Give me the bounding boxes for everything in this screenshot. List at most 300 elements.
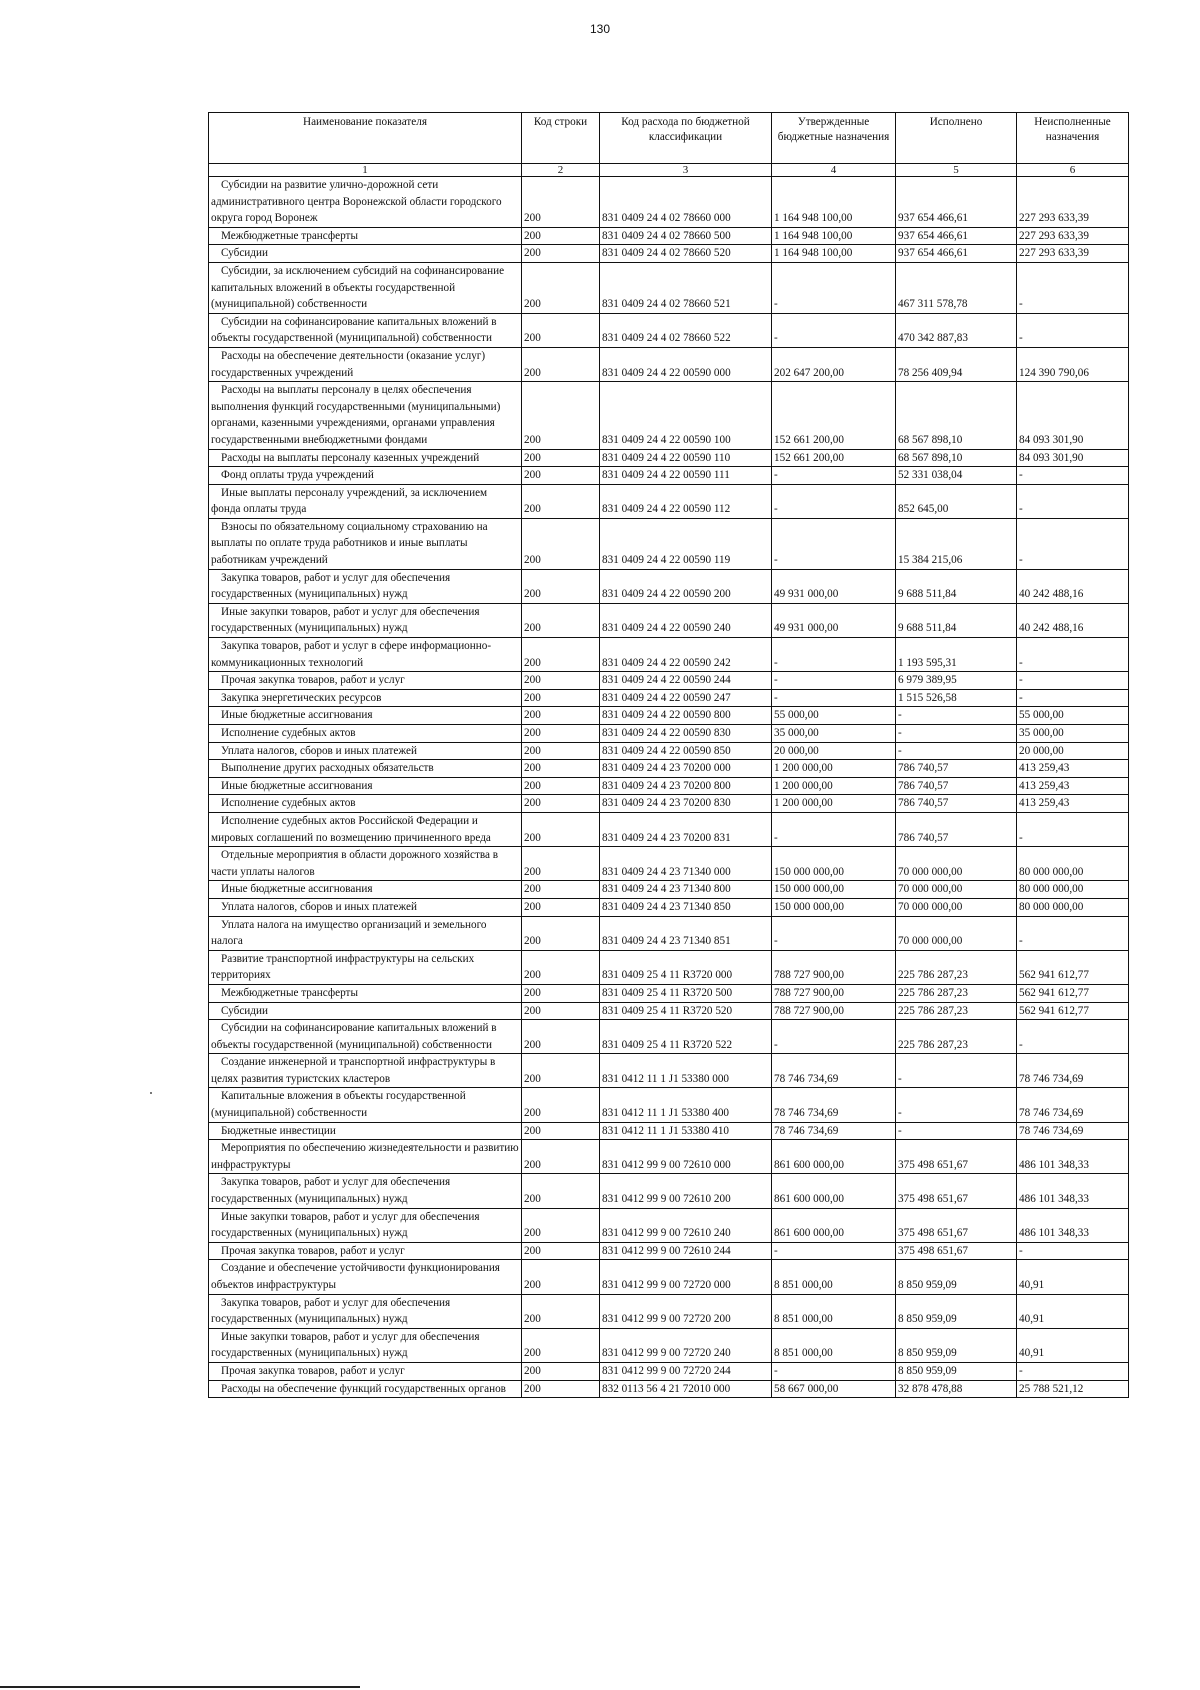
row-budget-code: 832 0113 56 4 21 72010 000 [600, 1380, 772, 1398]
row-unexecuted: - [1017, 262, 1129, 313]
row-unexecuted: 84 093 301,90 [1017, 449, 1129, 467]
table-row [209, 672, 1129, 690]
row-line-code: 200 [522, 672, 600, 690]
row-executed: 8 850 959,09 [896, 1362, 1017, 1380]
row-unexecuted: 40,91 [1017, 1294, 1129, 1328]
row-approved: 861 600 000,00 [772, 1208, 896, 1242]
row-line-code: 200 [522, 569, 600, 603]
row-name: Развитие транспортной инфраструктуры на сельских территориях [209, 950, 522, 984]
table-row [209, 484, 1129, 518]
row-approved: 152 661 200,00 [772, 449, 896, 467]
row-budget-code: 831 0409 24 4 23 70200 800 [600, 777, 772, 795]
table-row [209, 177, 1129, 228]
row-name: Иные бюджетные ассигнования [209, 777, 522, 795]
row-name: Субсидии на софинансирование капитальных вложений в объекты государственной (муниципальной) собственности [209, 313, 522, 347]
row-executed: 467 311 578,78 [896, 262, 1017, 313]
row-unexecuted: 78 746 734,69 [1017, 1088, 1129, 1122]
row-name: Взносы по обязательному социальному страхованию на выплаты по оплате труда работников и иные выплаты работникам учреждений [209, 518, 522, 569]
row-line-code: 200 [522, 467, 600, 485]
row-budget-code: 831 0409 24 4 23 70200 830 [600, 795, 772, 813]
column-number: 6 [1017, 164, 1129, 177]
row-approved: 35 000,00 [772, 725, 896, 743]
table-row [209, 518, 1129, 569]
row-unexecuted: - [1017, 467, 1129, 485]
table-row [209, 1020, 1129, 1054]
row-budget-code: 831 0409 24 4 22 00590 800 [600, 707, 772, 725]
row-name: Закупка энергетических ресурсов [209, 689, 522, 707]
row-unexecuted: 486 101 348,33 [1017, 1140, 1129, 1174]
table-row [209, 1002, 1129, 1020]
row-approved: 788 727 900,00 [772, 984, 896, 1002]
row-name: Фонд оплаты труда учреждений [209, 467, 522, 485]
row-unexecuted: 562 941 612,77 [1017, 984, 1129, 1002]
row-line-code: 200 [522, 1020, 600, 1054]
table-row [209, 742, 1129, 760]
row-executed: 375 498 651,67 [896, 1174, 1017, 1208]
row-approved: 861 600 000,00 [772, 1174, 896, 1208]
row-executed: 937 654 466,61 [896, 227, 1017, 245]
row-executed: 937 654 466,61 [896, 177, 1017, 228]
row-name: Иные бюджетные ассигнования [209, 707, 522, 725]
table-row [209, 603, 1129, 637]
table-row [209, 262, 1129, 313]
row-name: Иные закупки товаров, работ и услуг для обеспечения государственных (муниципальных) нужд [209, 1328, 522, 1362]
row-name: Субсидии на софинансирование капитальных вложений в объекты государственной (муниципальной) собственности [209, 1020, 522, 1054]
row-approved: - [772, 467, 896, 485]
row-budget-code: 831 0409 24 4 02 78660 522 [600, 313, 772, 347]
row-name: Прочая закупка товаров, работ и услуг [209, 1242, 522, 1260]
table-row [209, 707, 1129, 725]
row-name: Бюджетные инвестиции [209, 1122, 522, 1140]
table-row [209, 638, 1129, 672]
row-line-code: 200 [522, 689, 600, 707]
row-approved: 788 727 900,00 [772, 1002, 896, 1020]
row-budget-code: 831 0412 99 9 00 72610 240 [600, 1208, 772, 1242]
row-line-code: 200 [522, 1002, 600, 1020]
row-unexecuted: 84 093 301,90 [1017, 382, 1129, 449]
row-budget-code: 831 0409 24 4 22 00590 111 [600, 467, 772, 485]
row-approved: - [772, 672, 896, 690]
row-approved: 150 000 000,00 [772, 847, 896, 881]
row-approved: - [772, 262, 896, 313]
row-executed: 852 645,00 [896, 484, 1017, 518]
row-unexecuted: - [1017, 916, 1129, 950]
row-unexecuted: 35 000,00 [1017, 725, 1129, 743]
page-number: 130 [589, 22, 611, 36]
row-budget-code: 831 0412 11 1 J1 53380 400 [600, 1088, 772, 1122]
table-row [209, 1328, 1129, 1362]
row-unexecuted: - [1017, 484, 1129, 518]
row-budget-code: 831 0409 25 4 11 R3720 000 [600, 950, 772, 984]
row-approved: 1 200 000,00 [772, 795, 896, 813]
table-row [209, 313, 1129, 347]
row-line-code: 200 [522, 1208, 600, 1242]
row-approved: - [772, 518, 896, 569]
row-executed: - [896, 725, 1017, 743]
row-budget-code: 831 0409 24 4 23 71340 800 [600, 881, 772, 899]
row-name: Исполнение судебных актов [209, 795, 522, 813]
table-row [209, 795, 1129, 813]
row-name: Иные закупки товаров, работ и услуг для обеспечения государственных (муниципальных) нужд [209, 1208, 522, 1242]
row-line-code: 200 [522, 742, 600, 760]
row-budget-code: 831 0409 24 4 23 71340 850 [600, 898, 772, 916]
row-budget-code: 831 0412 99 9 00 72610 200 [600, 1174, 772, 1208]
row-approved: 150 000 000,00 [772, 898, 896, 916]
row-budget-code: 831 0409 24 4 22 00590 112 [600, 484, 772, 518]
row-line-code: 200 [522, 916, 600, 950]
row-name: Закупка товаров, работ и услуг в сфере информационно-коммуникационных технологий [209, 638, 522, 672]
row-executed: - [896, 707, 1017, 725]
row-approved: 202 647 200,00 [772, 347, 896, 381]
row-executed: - [896, 1054, 1017, 1088]
row-approved: 1 200 000,00 [772, 777, 896, 795]
row-budget-code: 831 0409 24 4 02 78660 520 [600, 245, 772, 263]
row-unexecuted: 562 941 612,77 [1017, 1002, 1129, 1020]
row-unexecuted: 80 000 000,00 [1017, 881, 1129, 899]
row-line-code: 200 [522, 227, 600, 245]
row-line-code: 200 [522, 603, 600, 637]
row-executed: 225 786 287,23 [896, 1002, 1017, 1020]
table-row [209, 1208, 1129, 1242]
row-budget-code: 831 0409 24 4 02 78660 500 [600, 227, 772, 245]
row-budget-code: 831 0409 24 4 02 78660 521 [600, 262, 772, 313]
row-approved: 49 931 000,00 [772, 603, 896, 637]
row-executed: 70 000 000,00 [896, 898, 1017, 916]
row-budget-code: 831 0409 24 4 22 00590 200 [600, 569, 772, 603]
row-line-code: 200 [522, 1260, 600, 1294]
header-name: Наименование показателя [209, 113, 522, 164]
row-budget-code: 831 0412 99 9 00 72720 240 [600, 1328, 772, 1362]
row-line-code: 200 [522, 177, 600, 228]
row-approved: 78 746 734,69 [772, 1054, 896, 1088]
row-approved: - [772, 916, 896, 950]
table-row [209, 847, 1129, 881]
column-number: 4 [772, 164, 896, 177]
header-budget-code: Код расхода по бюджетной классификации [600, 113, 772, 164]
table-row [209, 1054, 1129, 1088]
row-unexecuted: 40,91 [1017, 1260, 1129, 1294]
row-line-code: 200 [522, 245, 600, 263]
row-line-code: 200 [522, 449, 600, 467]
row-name: Иные закупки товаров, работ и услуг для обеспечения государственных (муниципальных) нужд [209, 603, 522, 637]
row-budget-code: 831 0412 99 9 00 72720 244 [600, 1362, 772, 1380]
row-unexecuted: - [1017, 672, 1129, 690]
header-row [209, 113, 1129, 164]
row-line-code: 200 [522, 760, 600, 778]
row-unexecuted: 486 101 348,33 [1017, 1174, 1129, 1208]
row-line-code: 200 [522, 707, 600, 725]
row-budget-code: 831 0409 24 4 22 00590 000 [600, 347, 772, 381]
row-line-code: 200 [522, 313, 600, 347]
row-approved: 78 746 734,69 [772, 1088, 896, 1122]
scan-artifact [150, 1092, 152, 1094]
row-approved: - [772, 689, 896, 707]
row-line-code: 200 [522, 1362, 600, 1380]
table-row [209, 227, 1129, 245]
table-body [209, 177, 1129, 1398]
row-executed: 6 979 389,95 [896, 672, 1017, 690]
row-unexecuted: - [1017, 518, 1129, 569]
row-budget-code: 831 0409 24 4 22 00590 100 [600, 382, 772, 449]
row-name: Уплата налогов, сборов и иных платежей [209, 898, 522, 916]
table-row [209, 777, 1129, 795]
row-name: Расходы на выплаты персоналу казенных учреждений [209, 449, 522, 467]
row-approved: 55 000,00 [772, 707, 896, 725]
table-row [209, 347, 1129, 381]
row-unexecuted: - [1017, 313, 1129, 347]
row-executed: 1 193 595,31 [896, 638, 1017, 672]
column-number-row [209, 164, 1129, 177]
row-name: Прочая закупка товаров, работ и услуг [209, 1362, 522, 1380]
row-name: Межбюджетные трансферты [209, 984, 522, 1002]
row-unexecuted: 20 000,00 [1017, 742, 1129, 760]
row-line-code: 200 [522, 1174, 600, 1208]
row-budget-code: 831 0409 24 4 23 71340 000 [600, 847, 772, 881]
row-executed: - [896, 742, 1017, 760]
row-unexecuted: - [1017, 1242, 1129, 1260]
row-name: Субсидии, за исключением субсидий на софинансирование капитальных вложений в объекты государственной (муниципальной) собственности [209, 262, 522, 313]
table-row [209, 1260, 1129, 1294]
row-executed: 70 000 000,00 [896, 916, 1017, 950]
row-name: Субсидии [209, 1002, 522, 1020]
row-unexecuted: - [1017, 1362, 1129, 1380]
header-line-code: Код строки [522, 113, 600, 164]
row-budget-code: 831 0409 25 4 11 R3720 522 [600, 1020, 772, 1054]
row-line-code: 200 [522, 795, 600, 813]
row-unexecuted: - [1017, 1020, 1129, 1054]
row-unexecuted: - [1017, 638, 1129, 672]
table-row [209, 467, 1129, 485]
row-executed: 70 000 000,00 [896, 881, 1017, 899]
row-executed: 68 567 898,10 [896, 449, 1017, 467]
row-approved: 788 727 900,00 [772, 950, 896, 984]
row-executed: 786 740,57 [896, 795, 1017, 813]
table-row [209, 760, 1129, 778]
row-unexecuted: 227 293 633,39 [1017, 245, 1129, 263]
row-name: Расходы на обеспечение деятельности (оказание услуг) государственных учреждений [209, 347, 522, 381]
row-executed: - [896, 1122, 1017, 1140]
row-executed: 8 850 959,09 [896, 1260, 1017, 1294]
row-name: Субсидии [209, 245, 522, 263]
row-unexecuted: 413 259,43 [1017, 777, 1129, 795]
row-approved: 78 746 734,69 [772, 1122, 896, 1140]
row-approved: 8 851 000,00 [772, 1260, 896, 1294]
row-approved: 152 661 200,00 [772, 382, 896, 449]
row-approved: - [772, 484, 896, 518]
row-unexecuted: 562 941 612,77 [1017, 950, 1129, 984]
table-row [209, 1140, 1129, 1174]
row-executed: 78 256 409,94 [896, 347, 1017, 381]
row-budget-code: 831 0409 24 4 23 70200 000 [600, 760, 772, 778]
row-name: Отдельные мероприятия в области дорожного хозяйства в части уплаты налогов [209, 847, 522, 881]
row-line-code: 200 [522, 1054, 600, 1088]
row-budget-code: 831 0409 25 4 11 R3720 520 [600, 1002, 772, 1020]
row-executed: 8 850 959,09 [896, 1294, 1017, 1328]
row-executed: - [896, 1088, 1017, 1122]
row-line-code: 200 [522, 1140, 600, 1174]
row-executed: 375 498 651,67 [896, 1208, 1017, 1242]
row-budget-code: 831 0412 99 9 00 72720 200 [600, 1294, 772, 1328]
row-budget-code: 831 0412 99 9 00 72610 000 [600, 1140, 772, 1174]
header-approved: Утвержденные бюджетные назначения [772, 113, 896, 164]
row-name: Мероприятия по обеспечению жизнедеятельности и развитию инфраструктуры [209, 1140, 522, 1174]
row-budget-code: 831 0412 11 1 J1 53380 410 [600, 1122, 772, 1140]
row-name: Исполнение судебных актов Российской Федерации и мировых соглашений по возмещению причиненного вреда [209, 812, 522, 846]
row-unexecuted: 227 293 633,39 [1017, 177, 1129, 228]
table-row [209, 689, 1129, 707]
header-unexecuted: Неисполненные назначения [1017, 113, 1129, 164]
row-unexecuted: 80 000 000,00 [1017, 898, 1129, 916]
table-row [209, 725, 1129, 743]
row-unexecuted: 124 390 790,06 [1017, 347, 1129, 381]
row-line-code: 200 [522, 1242, 600, 1260]
budget-execution-table [208, 112, 1129, 1398]
row-line-code: 200 [522, 484, 600, 518]
row-executed: 225 786 287,23 [896, 984, 1017, 1002]
row-unexecuted: 80 000 000,00 [1017, 847, 1129, 881]
row-name: Закупка товаров, работ и услуг для обеспечения государственных (муниципальных) нужд [209, 569, 522, 603]
table-row [209, 1088, 1129, 1122]
row-budget-code: 831 0409 24 4 23 71340 851 [600, 916, 772, 950]
row-unexecuted: 40 242 488,16 [1017, 569, 1129, 603]
row-executed: 15 384 215,06 [896, 518, 1017, 569]
row-executed: 786 740,57 [896, 777, 1017, 795]
row-approved: - [772, 313, 896, 347]
row-budget-code: 831 0409 24 4 22 00590 240 [600, 603, 772, 637]
row-unexecuted: 40 242 488,16 [1017, 603, 1129, 637]
column-number: 3 [600, 164, 772, 177]
row-line-code: 200 [522, 1294, 600, 1328]
row-budget-code: 831 0412 99 9 00 72720 000 [600, 1260, 772, 1294]
row-line-code: 200 [522, 1380, 600, 1398]
row-name: Уплата налогов, сборов и иных платежей [209, 742, 522, 760]
row-name: Создание и обеспечение устойчивости функционирования объектов инфраструктуры [209, 1260, 522, 1294]
row-executed: 786 740,57 [896, 760, 1017, 778]
table-row [209, 1242, 1129, 1260]
row-name: Иные выплаты персоналу учреждений, за исключением фонда оплаты труда [209, 484, 522, 518]
row-budget-code: 831 0409 24 4 22 00590 244 [600, 672, 772, 690]
row-budget-code: 831 0412 99 9 00 72610 244 [600, 1242, 772, 1260]
row-approved: 1 200 000,00 [772, 760, 896, 778]
table-row [209, 881, 1129, 899]
row-unexecuted: 486 101 348,33 [1017, 1208, 1129, 1242]
row-name: Выполнение других расходных обязательств [209, 760, 522, 778]
row-executed: 70 000 000,00 [896, 847, 1017, 881]
row-executed: 9 688 511,84 [896, 569, 1017, 603]
table-row [209, 984, 1129, 1002]
row-unexecuted: - [1017, 689, 1129, 707]
row-approved: - [772, 638, 896, 672]
row-line-code: 200 [522, 1088, 600, 1122]
row-budget-code: 831 0409 24 4 22 00590 119 [600, 518, 772, 569]
row-name: Закупка товаров, работ и услуг для обеспечения государственных (муниципальных) нужд [209, 1294, 522, 1328]
row-budget-code: 831 0409 24 4 22 00590 850 [600, 742, 772, 760]
row-unexecuted: 55 000,00 [1017, 707, 1129, 725]
row-name: Создание инженерной и транспортной инфраструктуры в целях развития туристских кластеров [209, 1054, 522, 1088]
row-executed: 9 688 511,84 [896, 603, 1017, 637]
row-approved: - [772, 812, 896, 846]
row-unexecuted: 413 259,43 [1017, 795, 1129, 813]
row-approved: 150 000 000,00 [772, 881, 896, 899]
table-row [209, 449, 1129, 467]
row-name: Уплата налога на имущество организаций и земельного налога [209, 916, 522, 950]
row-budget-code: 831 0409 24 4 02 78660 000 [600, 177, 772, 228]
row-line-code: 200 [522, 950, 600, 984]
row-executed: 225 786 287,23 [896, 1020, 1017, 1054]
row-line-code: 200 [522, 347, 600, 381]
row-budget-code: 831 0409 24 4 22 00590 247 [600, 689, 772, 707]
row-line-code: 200 [522, 847, 600, 881]
row-name: Прочая закупка товаров, работ и услуг [209, 672, 522, 690]
row-name: Расходы на обеспечение функций государственных органов [209, 1380, 522, 1398]
row-approved: 8 851 000,00 [772, 1328, 896, 1362]
row-executed: 52 331 038,04 [896, 467, 1017, 485]
row-executed: 32 878 478,88 [896, 1380, 1017, 1398]
row-executed: 937 654 466,61 [896, 245, 1017, 263]
row-unexecuted: 227 293 633,39 [1017, 227, 1129, 245]
row-executed: 470 342 887,83 [896, 313, 1017, 347]
row-executed: 225 786 287,23 [896, 950, 1017, 984]
table-row [209, 1174, 1129, 1208]
row-name: Иные бюджетные ассигнования [209, 881, 522, 899]
row-budget-code: 831 0409 24 4 22 00590 110 [600, 449, 772, 467]
row-budget-code: 831 0409 25 4 11 R3720 500 [600, 984, 772, 1002]
row-unexecuted: 78 746 734,69 [1017, 1054, 1129, 1088]
row-unexecuted: 25 788 521,12 [1017, 1380, 1129, 1398]
row-approved: 49 931 000,00 [772, 569, 896, 603]
row-approved: 1 164 948 100,00 [772, 177, 896, 228]
row-approved: 8 851 000,00 [772, 1294, 896, 1328]
table-row [209, 382, 1129, 449]
table-row [209, 1362, 1129, 1380]
column-number: 2 [522, 164, 600, 177]
column-number: 5 [896, 164, 1017, 177]
row-approved: - [772, 1362, 896, 1380]
row-name: Исполнение судебных актов [209, 725, 522, 743]
row-line-code: 200 [522, 262, 600, 313]
row-line-code: 200 [522, 725, 600, 743]
table-row [209, 1380, 1129, 1398]
row-budget-code: 831 0409 24 4 22 00590 242 [600, 638, 772, 672]
row-budget-code: 831 0409 24 4 23 70200 831 [600, 812, 772, 846]
row-unexecuted: 78 746 734,69 [1017, 1122, 1129, 1140]
header-executed: Исполнено [896, 113, 1017, 164]
row-line-code: 200 [522, 898, 600, 916]
row-executed: 375 498 651,67 [896, 1140, 1017, 1174]
row-unexecuted: 40,91 [1017, 1328, 1129, 1362]
row-approved: 58 667 000,00 [772, 1380, 896, 1398]
row-line-code: 200 [522, 812, 600, 846]
row-approved: 1 164 948 100,00 [772, 245, 896, 263]
table-row [209, 898, 1129, 916]
row-line-code: 200 [522, 777, 600, 795]
bottom-rule [0, 1686, 360, 1688]
row-budget-code: 831 0412 11 1 J1 53380 000 [600, 1054, 772, 1088]
row-unexecuted: 413 259,43 [1017, 760, 1129, 778]
row-line-code: 200 [522, 881, 600, 899]
column-number: 1 [209, 164, 522, 177]
row-line-code: 200 [522, 382, 600, 449]
table-row [209, 950, 1129, 984]
row-name: Субсидии на развитие улично-дорожной сети административного центра Воронежской области городского округа город Воронеж [209, 177, 522, 228]
row-line-code: 200 [522, 518, 600, 569]
row-name: Капитальные вложения в объекты государственной (муниципальной) собственности [209, 1088, 522, 1122]
row-unexecuted: - [1017, 812, 1129, 846]
row-approved: 861 600 000,00 [772, 1140, 896, 1174]
table-row [209, 916, 1129, 950]
row-name: Расходы на выплаты персоналу в целях обеспечения выполнения функций государственными (муниципальными) органами, казенными учреждениями, органами управления государственными внебюджетными фондами [209, 382, 522, 449]
row-approved: 20 000,00 [772, 742, 896, 760]
